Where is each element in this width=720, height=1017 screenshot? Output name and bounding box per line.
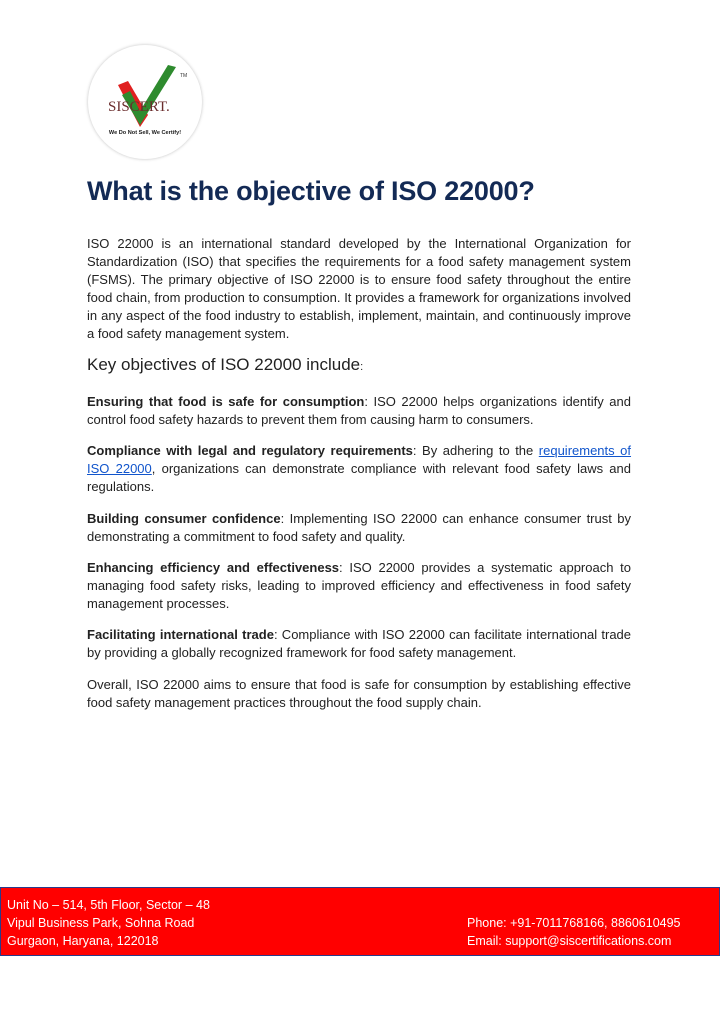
- address-line: Gurgaon, Haryana, 122018: [7, 934, 159, 948]
- objective-term: Enhancing efficiency and effectiveness: [87, 560, 340, 575]
- objectives-heading: [87, 355, 631, 375]
- logo-brand: SISCERT.: [108, 99, 170, 115]
- objective-text: : ISO 22000 provides a systematic approach to managing food safety risks, leading to improved efficiency and effectiveness in food safety management processes.: [87, 560, 631, 611]
- page-title: What is the objective of ISO 22000?: [87, 176, 535, 206]
- objective-term: Facilitating international trade: [87, 627, 274, 642]
- objective-item: [87, 393, 631, 429]
- objective-text: , organizations can demonstrate compliance with relevant food safety laws and regulations.: [87, 461, 632, 494]
- page-footer: [0, 887, 720, 956]
- check-mark-icon: [88, 45, 202, 159]
- intro-paragraph: ISO 22000 is an international standard developed by the International Organization for Standardization (ISO) that specifies the requirements for a food safety management system (FSMS). The primary objective of ISO 22000 is to ensure food safety throughout the entire food chain, from production to consumption. It provides a framework for organizations involved in any aspect of the food industry to establish, implement, maintain, and continuously improve a food safety management system.: [87, 236, 631, 341]
- objective-item: [87, 442, 631, 496]
- requirements-link[interactable]: requirements of ISO 22000: [87, 443, 632, 476]
- objective-text: : ISO 22000 helps organizations identify and control food safety hazards to prevent them from causing harm to consumers.: [87, 394, 631, 427]
- objective-term: Compliance with legal and regulatory requirements: [87, 443, 413, 458]
- objective-text: : Implementing ISO 22000 can enhance consumer trust by demonstrating a commitment to food safety and quality.: [87, 511, 631, 544]
- address-line: Unit No – 514, 5th Floor, Sector – 48: [7, 898, 210, 912]
- objective-item: [87, 559, 631, 613]
- objective-term: Building consumer confidence: [87, 511, 281, 526]
- objectives-heading-text: Key objectives of ISO 22000 include: [87, 355, 361, 374]
- footer-contact: [467, 914, 681, 950]
- address-line: Vipul Business Park, Sohna Road: [7, 916, 195, 930]
- objective-item: [87, 626, 631, 662]
- objective-text: : Compliance with ISO 22000 can facilitate international trade by providing a globally recognized framework for food safety management.: [87, 627, 632, 660]
- objectives-heading-colon: :: [360, 361, 364, 373]
- footer-email: Email: support@siscertifications.com: [467, 934, 672, 948]
- conclusion-paragraph: Overall, ISO 22000 aims to ensure that food is safe for consumption by establishing effective food safety management practices throughout the food supply chain.: [87, 677, 631, 710]
- footer-address: [7, 896, 210, 950]
- objective-text: : By adhering to the: [412, 443, 539, 458]
- footer-phone: Phone: +91-7011768166, 8860610495: [467, 916, 681, 930]
- objective-term: Ensuring that food is safe for consumption: [87, 394, 365, 409]
- objective-item: [87, 510, 631, 546]
- logo-tagline: We Do Not Sell, We Certify!: [108, 130, 182, 136]
- company-logo: [88, 45, 202, 159]
- logo-tm: TM: [180, 73, 188, 79]
